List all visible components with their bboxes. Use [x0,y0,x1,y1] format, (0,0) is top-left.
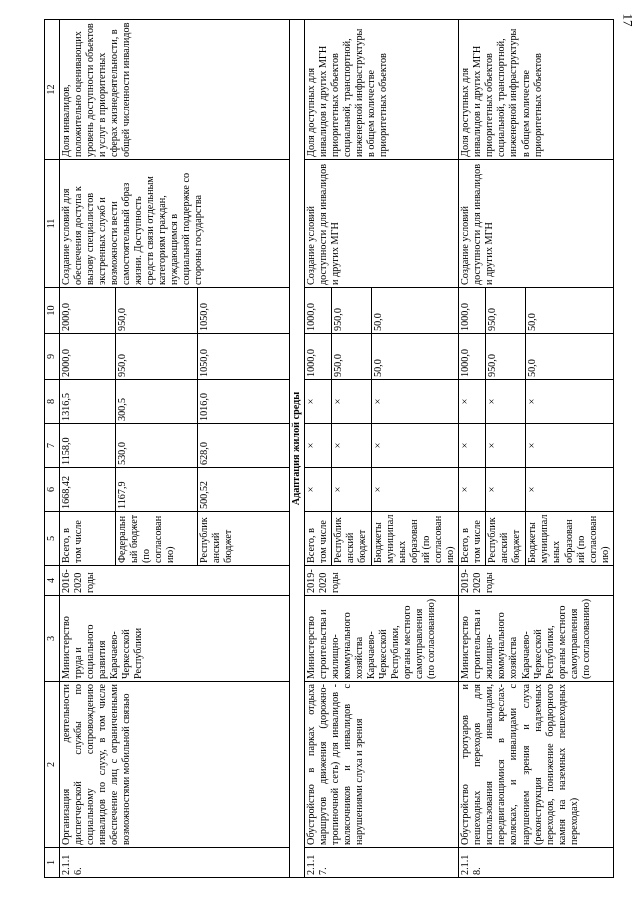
value-cell: 628,0 [198,424,290,468]
value-cell: 950,0 [486,288,526,334]
value-cell: × [332,424,372,468]
source-text: Бюджеты муниципальных образований (по согласованию) [526,512,613,566]
value-cell: 500,52 [198,468,290,512]
measure-text: Организация деятельности диспетчерской службы по социальному сопровождению инвалидов по слуху, в том числе обеспечение лиц с ограниченными возможностями мобильной связью [60,682,290,848]
header-cell: 10 [45,288,60,334]
header-cell: 1 [45,848,60,878]
source-text: Федеральный бюджет (по согласованию) [116,512,198,566]
source-text: Бюджеты муниципальных образований (по согласованию) [372,512,459,566]
value-cell: × [372,468,459,512]
value-cell: × [459,424,486,468]
header-cell: 3 [45,596,60,682]
indicator-text: Доля доступных для инвалидов и других МГН приоритетных объектов социальной, транспортной, инженерной инфраструктуры в общем количестве приоритетных объектов [305,20,459,160]
value-cell: 1668,42 [60,468,116,512]
value-cell: × [486,424,526,468]
indicator-text: Доля инвалидов, положительно оценивающих уровень доступности объектов и услуг в приоритетных сферах жизнедеятельности, в общей численности инвалидов [60,20,290,160]
value-cell: × [526,468,613,512]
table-row [459,20,486,878]
value-cell: × [332,468,372,512]
header-cell: 2 [45,682,60,848]
row-number: 2.1.17. [305,848,459,878]
value-cell: 950,0 [486,334,526,380]
value-cell: 2000,0 [60,334,116,380]
value-cell: 1016,0 [198,380,290,424]
table-row [60,20,116,878]
value-cell: × [459,380,486,424]
rotated-page [44,20,611,878]
period-text: 2019-2020 годы [305,566,459,596]
executor-text: Министерство строительства и жилищно-коммунального хозяйства Карачаево-Черкесской Республики, органы местного самоуправления (по согласованию) [305,596,459,682]
value-cell: 1050,0 [198,334,290,380]
measure-text: Обустройство тротуаров и пешеходных переходов для использования инвалидами, передвигающимися в креслах-колясках, и инвалидами с нарушением зрения и слуха (реконструкция надземных переходов, понижение бордюрного камня на наземных пешеходных переходах) [459,682,613,848]
value-cell: 1167,9 [116,468,198,512]
value-cell: × [372,424,459,468]
value-cell: 950,0 [332,334,372,380]
row-number: 2.1.16. [60,848,290,878]
source-text: Всего, в том числе [459,512,486,566]
value-cell: × [486,380,526,424]
value-cell: 950,0 [332,288,372,334]
period-text: 2016-2020 годы [60,566,290,596]
value-cell: 1000,0 [305,334,332,380]
value-cell: 1316,5 [60,380,116,424]
program-table [44,19,614,878]
header-cell: 4 [45,566,60,596]
value-cell: 300,5 [116,380,198,424]
header-cell: 5 [45,512,60,566]
value-cell: × [486,468,526,512]
header-cell: 7 [45,424,60,468]
source-text: Республиканский бюджет [332,512,372,566]
page-number: 17 [620,13,636,27]
value-cell: 50,0 [372,288,459,334]
value-cell: 2000,0 [60,288,116,334]
source-text: Республиканский бюджет [198,512,290,566]
value-cell: 530,0 [116,424,198,468]
value-cell: × [459,468,486,512]
result-text: Создание условий доступности для инвалидов и других МГН [305,160,459,288]
executor-text: Министерство труда и социального развития Карачаево-Черкесской Республики [60,596,290,682]
section-row [290,20,305,878]
value-cell: 1050,0 [198,288,290,334]
value-cell: 50,0 [372,334,459,380]
source-text: Республиканский бюджет [486,512,526,566]
period-text: 2019-2020 годы [459,566,613,596]
header-cell: 6 [45,468,60,512]
header-row [45,20,60,878]
value-cell: 1000,0 [459,288,486,334]
executor-text: Министерство строительства и жилищно-коммунального хозяйства Карачаево-Черкесской Республики, органы местного самоуправления (по согласованию) [459,596,613,682]
source-text: Всего, в том числе [60,512,116,566]
value-cell: 50,0 [526,334,613,380]
value-cell: × [305,424,332,468]
value-cell: 950,0 [116,334,198,380]
source-text: Всего, в том числе [305,512,332,566]
header-cell: 9 [45,334,60,380]
value-cell: 950,0 [116,288,198,334]
value-cell: × [305,380,332,424]
measure-text: Обустройство в парках отдыха маршрутов движения (дорожно-тропиночной сеть) для инвалидов - колясочников и инвалидов с нарушениями слуха и зрения [305,682,459,848]
value-cell: × [305,468,332,512]
result-text: Создание условий для обеспечения доступа к вызову специалистов экстренных служб и возможности вести самостоятельный образ жизни. Доступность средств связи отдельным категориям граждан, нуждающимся в социальной поддержке со стороны государства [60,160,290,288]
result-text: Создание условий доступности для инвалидов и других МГН [459,160,613,288]
value-cell: 50,0 [526,288,613,334]
value-cell: × [526,380,613,424]
value-cell: × [332,380,372,424]
row-number: 2.1.18. [459,848,613,878]
value-cell: 1000,0 [459,334,486,380]
header-cell: 11 [45,160,60,288]
header-cell: 8 [45,380,60,424]
indicator-text: Доля доступных для инвалидов и других МГН приоритетных объектов социальной, транспортной, инженерной инфраструктуры в общем количестве приоритетных объектов [459,20,613,160]
table-row [305,20,332,878]
header-cell: 12 [45,20,60,160]
section-title: Адаптация жилой среды [290,20,305,878]
value-cell: × [372,380,459,424]
value-cell: 1000,0 [305,288,332,334]
value-cell: × [526,424,613,468]
value-cell: 1158,0 [60,424,116,468]
